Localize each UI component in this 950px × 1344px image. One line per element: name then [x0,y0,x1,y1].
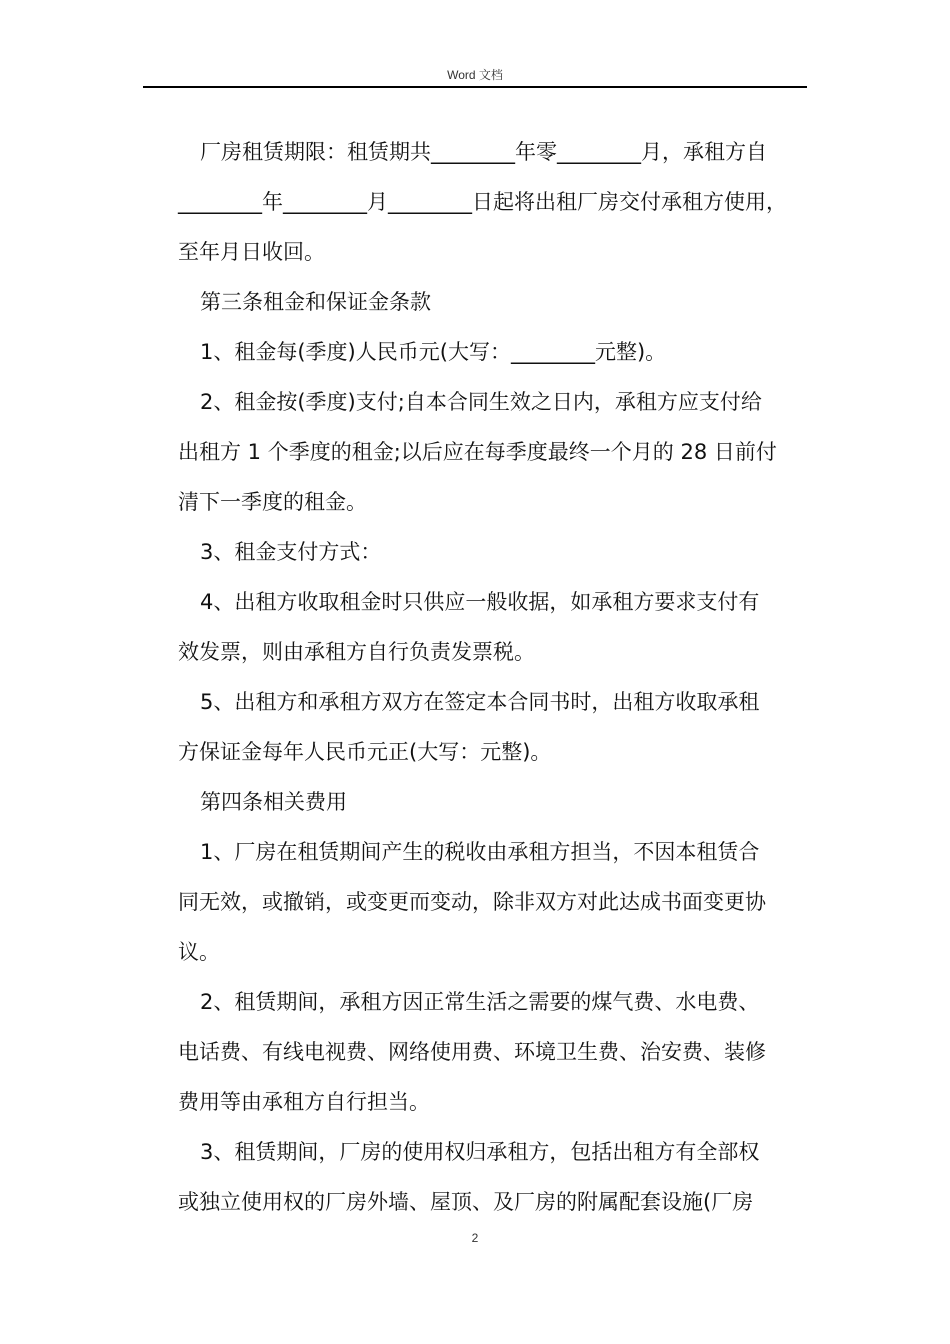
paragraph-line: 2、租赁期间，承租方因正常生活之需要的煤气费、水电费、 [200,990,760,1014]
paragraph-line: 4、出租方收取租金时只供应一般收据，如承租方要求支付有 [200,590,760,614]
paragraph-line: 或独立使用权的厂房外墙、屋顶、及厂房的附属配套设施(厂房 [178,1190,754,1214]
paragraph-line: 1、厂房在租赁期间产生的税收由承租方担当，不因本租赁合 [200,840,760,864]
paragraph-line: 同无效，或撤销，或变更而变动，除非双方对此达成书面变更协 [178,890,766,914]
paragraph-line: 方保证金每年人民币元正(大写：元整)。 [178,740,552,764]
paragraph-line: 清下一季度的租金。 [178,490,367,514]
paragraph-line: 效发票，则由承租方自行负责发票税。 [178,640,535,664]
page-header: Word 文档 [447,68,503,82]
paragraph-line: 1、租金每(季度)人民币元(大写：________元整)。 [200,340,667,364]
paragraph-line: 3、租赁期间，厂房的使用权归承租方，包括出租方有全部权 [200,1140,760,1164]
paragraph-line: 5、出租方和承租方双方在签定本合同书时，出租方收取承租 [200,690,760,714]
page-number: 2 [471,1231,479,1245]
section-heading: 第四条相关费用 [200,790,347,814]
paragraph-line: 费用等由承租方自行担当。 [178,1090,430,1114]
paragraph-line: 3、租金支付方式： [200,540,382,564]
paragraph-line: 出租方 1 个季度的租金;以后应在每季度最终一个月的 28 日前付 [178,440,777,464]
header-divider [143,86,807,88]
document-body [178,127,818,1227]
paragraph-line: 电话费、有线电视费、网络使用费、环境卫生费、治安费、装修 [178,1040,766,1064]
section-heading: 第三条租金和保证金条款 [200,290,431,314]
paragraph-line: 议。 [178,940,220,964]
paragraph-line: 厂房租赁期限：租赁期共________年零________月，承租方自 [200,140,767,164]
paragraph-line: ________年________月________日起将出租厂房交付承租方使用， [178,190,787,214]
paragraph-line: 2、租金按(季度)支付;自本合同生效之日内，承租方应支付给 [200,390,762,414]
paragraph-line: 至年月日收回。 [178,240,325,264]
